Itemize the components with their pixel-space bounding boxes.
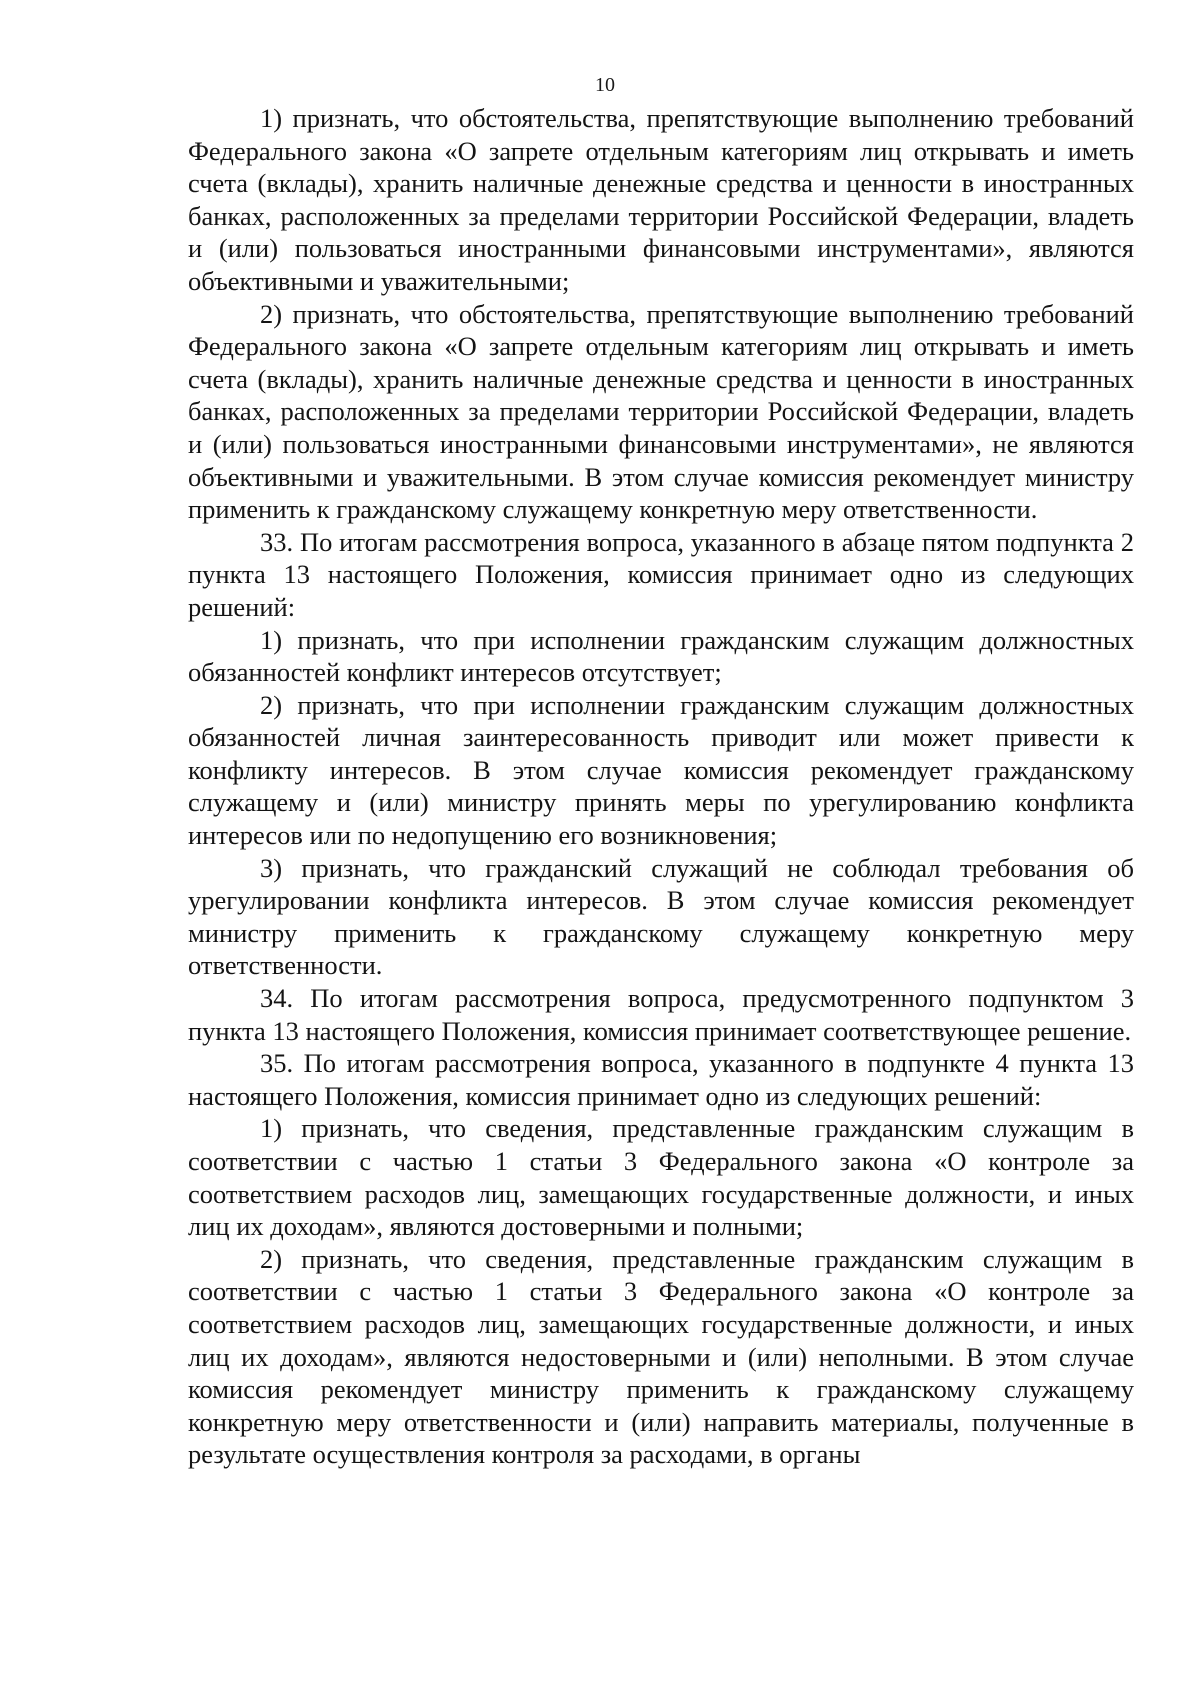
paragraph-item-1-2: 2) признать, что обстоятельства, препятствующие выполнению требований Федерального закона «О запрете отдельным категориям лиц открывать и иметь счета (вклады), хранить наличные денежные средства и ценности в иностранных банках, расположенных за пределами территории Российской Федерации, владеть и (или) пользоваться иностранными финансовыми инструментами», не являются объективными и уважительными. В этом случае комиссия рекомендует министру применить к гражданскому служащему конкретную меру ответственности. — [188, 298, 1134, 525]
paragraph-item-33-3: 3) признать, что гражданский служащий не соблюдал требования об урегулировании конфликта интересов. В этом случае комиссия рекомендует министру применить к гражданскому служащему конкретную меру ответственности. — [188, 852, 1134, 981]
paragraph-item-1-1: 1) признать, что обстоятельства, препятствующие выполнению требований Федерального закона «О запрете отдельным категориям лиц открывать и иметь счета (вклады), хранить наличные денежные средства и ценности в иностранных банках, расположенных за пределами территории Российской Федерации, владеть и (или) пользоваться иностранными финансовыми инструментами», являются объективными и уважительными; — [188, 103, 1134, 296]
paragraph-clause-35: 35. По итогам рассмотрения вопроса, указанного в подпункте 4 пункта 13 настоящего Положения, комиссия принимает одно из следующих решений: — [188, 1048, 1134, 1111]
paragraph-clause-33: 33. По итогам рассмотрения вопроса, указанного в абзаце пятом подпункта 2 пункта 13 настоящего Положения, комиссия принимает одно из следующих решений: — [188, 526, 1134, 622]
document-body — [188, 102, 1134, 1471]
paragraph-item-33-2: 2) признать, что при исполнении гражданским служащим должностных обязанностей личная заинтересованность приводит или может привести к конфликту интересов. В этом случае комиссия рекомендует гражданскому служащему и (или) министру принять меры по урегулированию конфликта интересов или по недопущению его возникновения; — [188, 689, 1134, 851]
paragraph-item-33-1: 1) признать, что при исполнении гражданским служащим должностных обязанностей конфликт интересов отсутствует; — [188, 624, 1134, 688]
paragraph-clause-34: 34. По итогам рассмотрения вопроса, предусмотренного подпунктом 3 пункта 13 настоящего Положения, комиссия принимает соответствующее решение. — [188, 983, 1134, 1046]
paragraph-item-35-1: 1) признать, что сведения, представленные гражданским служащим в соответствии с частью 1 статьи 3 Федерального закона «О контроле за соответствием расходов лиц, замещающих государственные должности, и иных лиц их доходам», являются достоверными и полными; — [188, 1113, 1134, 1242]
paragraph-item-35-2: 2) признать, что сведения, представленные гражданским служащим в соответствии с частью 1 статьи 3 Федерального закона «О контроле за соответствием расходов лиц, замещающих государственные должности, и иных лиц их доходам», являются недостоверными и (или) неполными. В этом случае комиссия рекомендует министру применить к гражданскому служащему конкретную меру ответственности и (или) направить материалы, полученные в результате осуществления контроля за расходами, в органы — [188, 1243, 1134, 1470]
page-number: 10 — [595, 74, 615, 96]
